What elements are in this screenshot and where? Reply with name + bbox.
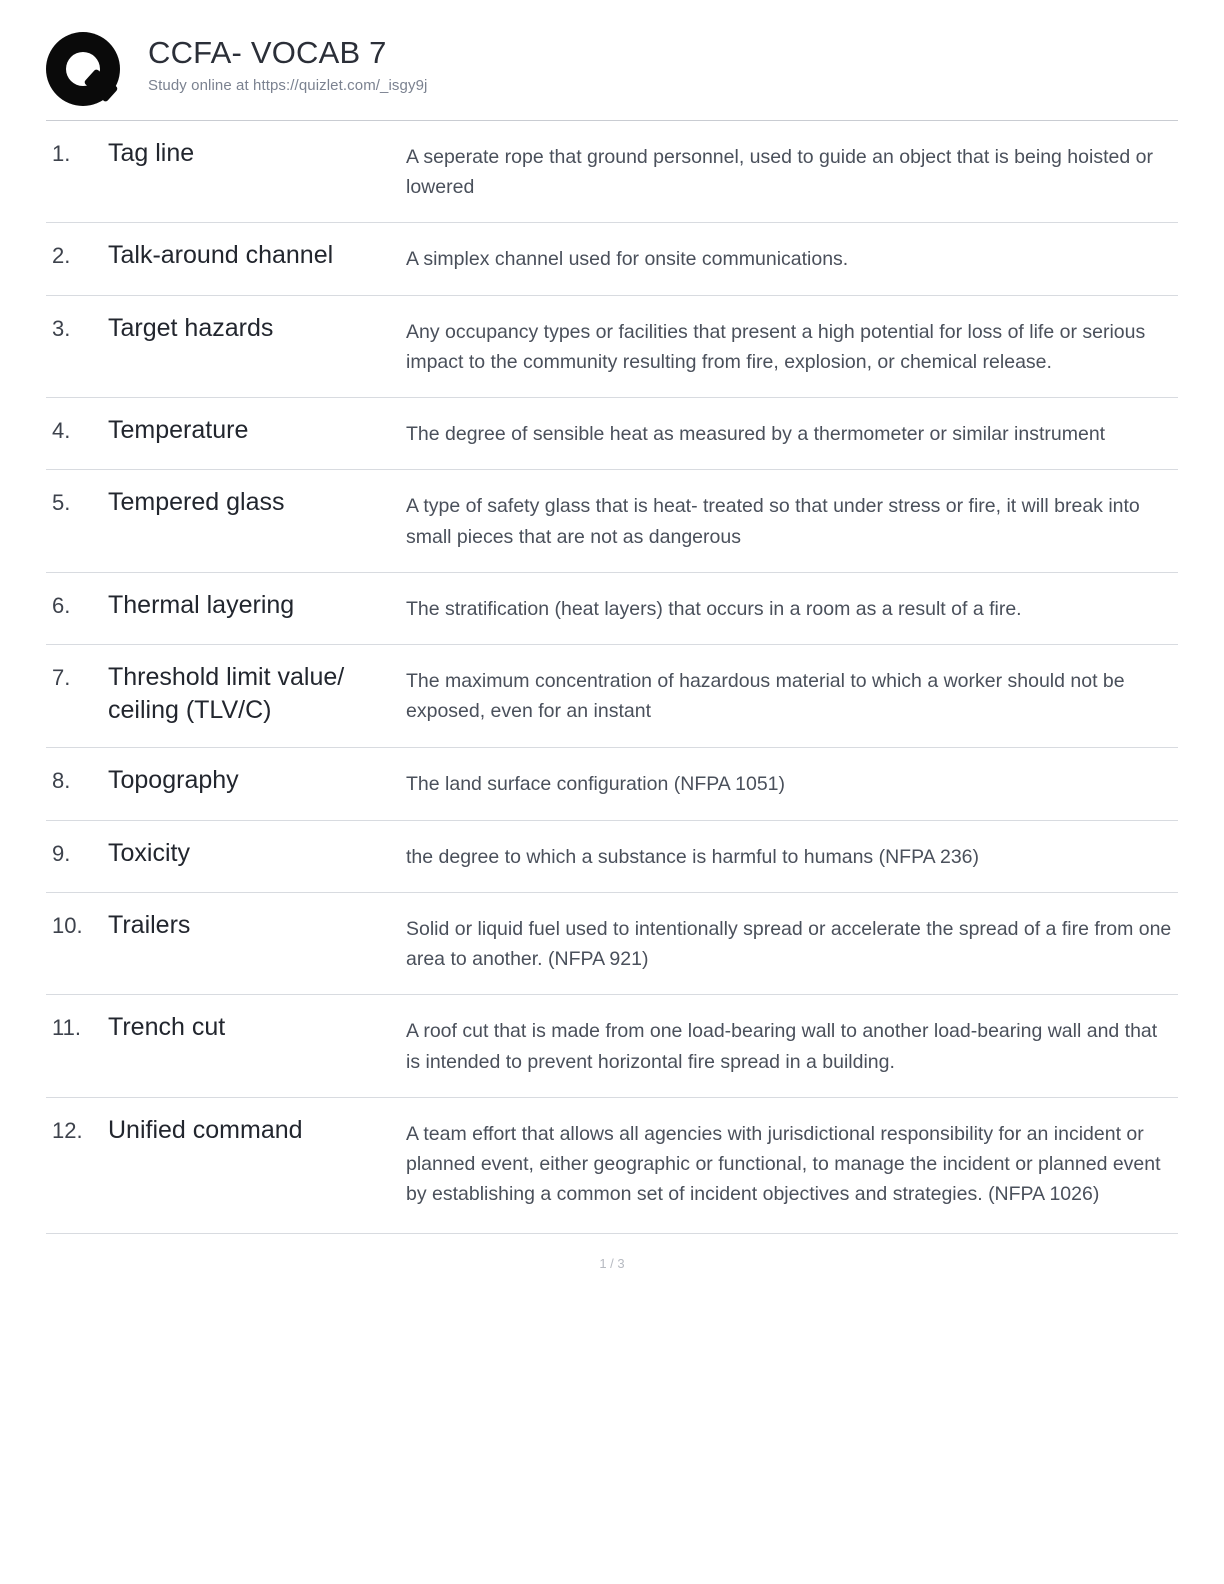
term-text: Tempered glass	[108, 488, 285, 517]
table-row	[46, 820, 1178, 892]
term-definition: Any occupancy types or facilities that present a high potential for loss of life or serious impact to the community resulting from fire, explosion, or chemical release.	[406, 320, 1146, 373]
term-text: Tag line	[108, 139, 195, 167]
term-text: Threshold limit value/ ceiling (TLV/C)	[108, 662, 345, 725]
term-number: 9.	[52, 840, 71, 866]
table-row	[46, 398, 1178, 470]
table-row	[46, 223, 1178, 295]
term-number: 3.	[52, 315, 71, 341]
term-text: Talk-around channel	[108, 241, 334, 270]
vocab-term-table	[46, 120, 1178, 1229]
term-number: 1.	[52, 141, 71, 166]
table-row	[46, 295, 1178, 397]
table-row	[46, 748, 1178, 820]
table-row	[46, 644, 1178, 748]
term-definition: Solid or liquid fuel used to intentionally spread or accelerate the spread of a fire from one area to another. (NFPA 921)	[406, 917, 1172, 971]
term-definition: A simplex channel used for onsite communications.	[406, 248, 849, 271]
table-row	[46, 572, 1178, 644]
table-row	[46, 995, 1178, 1097]
table-row	[46, 1097, 1178, 1229]
table-row	[46, 892, 1178, 994]
term-number: 2.	[52, 243, 71, 269]
term-definition: A type of safety glass that is heat- treated so that under stress or fire, it will break into small pieces that are not as dangerous	[406, 495, 1140, 548]
table-row	[46, 121, 1178, 223]
term-number: 8.	[52, 768, 71, 794]
page-title: CCFA- VOCAB 7	[148, 35, 387, 70]
term-definition: The maximum concentration of hazardous material to which a worker should not be exposed, even for an instant	[406, 669, 1125, 723]
term-number: 10.	[52, 912, 83, 938]
term-number: 5.	[52, 490, 71, 516]
header-text-block	[124, 30, 427, 94]
page-footer: 1 / 3	[46, 1233, 1178, 1271]
quizlet-q-logo-icon	[46, 32, 124, 110]
term-definition: A seperate rope that ground personnel, used to guide an object that is being hoisted or lowered	[406, 146, 1153, 199]
term-text: Topography	[108, 766, 239, 795]
term-number: 11.	[52, 1015, 81, 1041]
table-row	[46, 470, 1178, 572]
term-text: Trench cut	[108, 1013, 226, 1042]
study-link-subtitle: Study online at https://quizlet.com/_isgy9j	[148, 77, 428, 95]
document-header	[46, 30, 1178, 120]
term-text: Toxicity	[108, 838, 190, 867]
term-number: 6.	[52, 592, 71, 618]
term-definition: A team effort that allows all agencies with jurisdictional responsibility for an incident or planned event, either geographic or functional, to manage the incident or planned event by establishing a common set of incident objectives and strategies. (NFPA 1026)	[406, 1122, 1161, 1206]
term-text: Target hazards	[108, 313, 274, 342]
term-text: Temperature	[108, 416, 249, 445]
term-text: Unified command	[108, 1115, 303, 1144]
term-text: Thermal layering	[108, 590, 295, 619]
term-number: 7.	[52, 664, 71, 690]
vocab-term-body	[46, 121, 1178, 1230]
term-definition: The stratification (heat layers) that occurs in a room as a result of a fire.	[406, 597, 1022, 620]
term-definition: The degree of sensible heat as measured by a thermometer or similar instrument	[406, 423, 1106, 446]
term-definition: the degree to which a substance is harmful to humans (NFPA 236)	[406, 845, 980, 868]
term-text: Trailers	[108, 910, 191, 939]
term-number: 4.	[52, 418, 71, 444]
term-definition: The land surface configuration (NFPA 1051)	[406, 773, 786, 796]
term-definition: A roof cut that is made from one load-bearing wall to another load-bearing wall and that is intended to prevent horizontal fire spread in a building.	[406, 1020, 1158, 1073]
term-number: 12.	[52, 1117, 83, 1143]
